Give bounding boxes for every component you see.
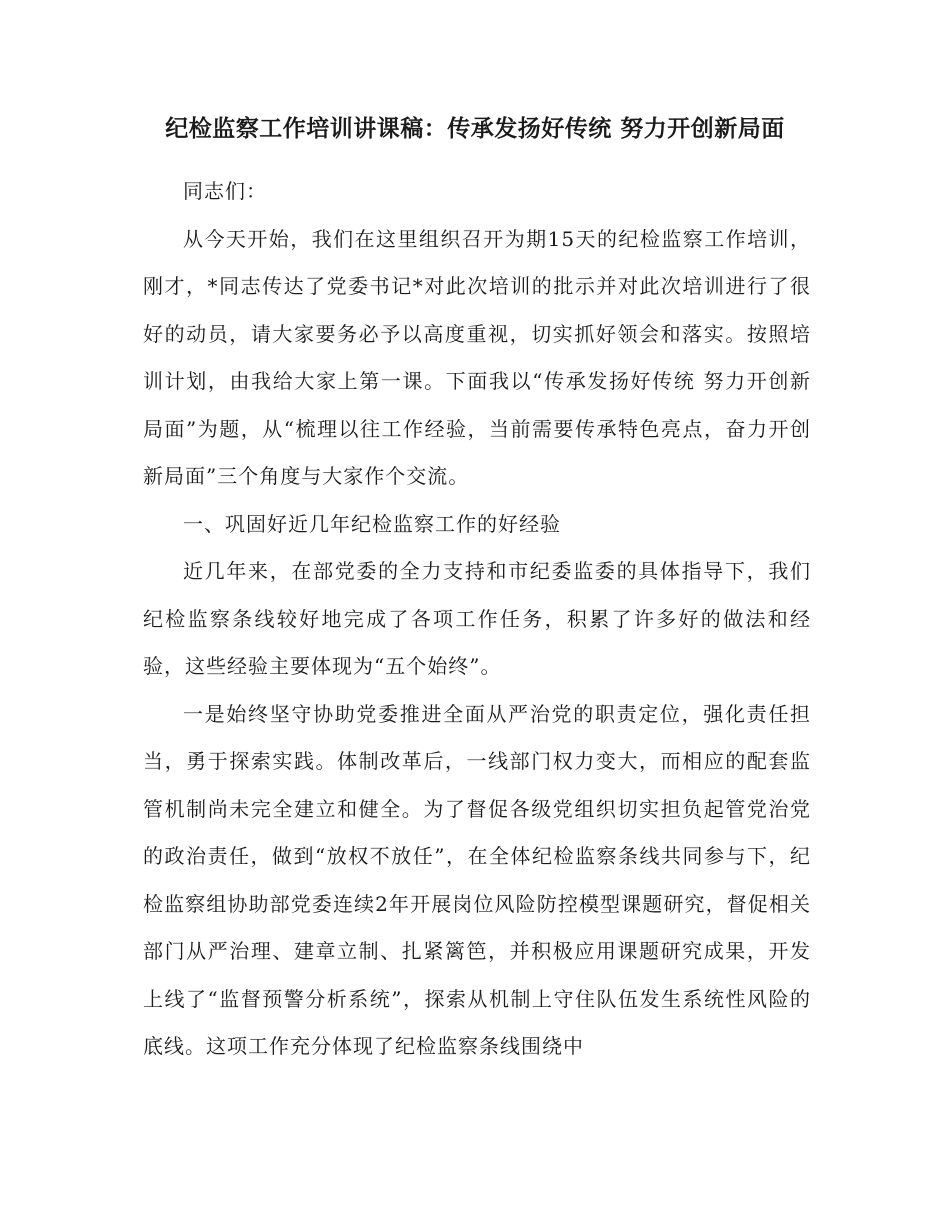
salutation-paragraph: 同志们：: [183, 179, 267, 203]
document-title: 纪检监察工作培训讲课稿：传承发扬好传统 努力开创新局面: [165, 115, 785, 142]
body-paragraph: 一是始终坚守协助党委推进全面从严治党的职责定位，强化责任担当，勇于探索实践。体制改革后，一线部门权力变大，而相应的配套监管机制尚未完全建立和健全。为了督促各级党组织切实担负起管党治党的政治责任，做到“放权不放任”，在全体纪检监察条线共同参与下，纪检监察组协助部党委连续2年开展岗位风险防控模型课题研究，督促相关部门从严治理、建章立制、扎紧篱笆，并积极应用课题研究成果，开发上线了“监督预警分析系统”，探索从机制上守住队伍发生系统性风险的底线。这项工作充分体现了纪检监察条线围绕中: [143, 701, 811, 1058]
body-paragraph: 近几年来，在部党委的全力支持和市纪委监委的具体指导下，我们纪检监察条线较好地完成了各项工作任务，积累了许多好的做法和经验，这些经验主要体现为“五个始终”。: [143, 559, 811, 678]
intro-paragraph: 从今天开始，我们在这里组织召开为期15天的纪检监察工作培训，刚才，*同志传达了党委书记*对此次培训的批示并对此次培训进行了很好的动员，请大家要务必予以高度重视，切实抓好领会和落实。按照培训计划，由我给大家上第一课。下面我以“传承发扬好传统 努力开创新局面”为题，从“梳理以往工作经验，当前需要传承特色亮点，奋力开创新局面”三个角度与大家作个交流。: [143, 226, 811, 488]
document-body: [143, 168, 811, 1071]
section-heading: 一、巩固好近几年纪检监察工作的好经验: [183, 511, 561, 536]
